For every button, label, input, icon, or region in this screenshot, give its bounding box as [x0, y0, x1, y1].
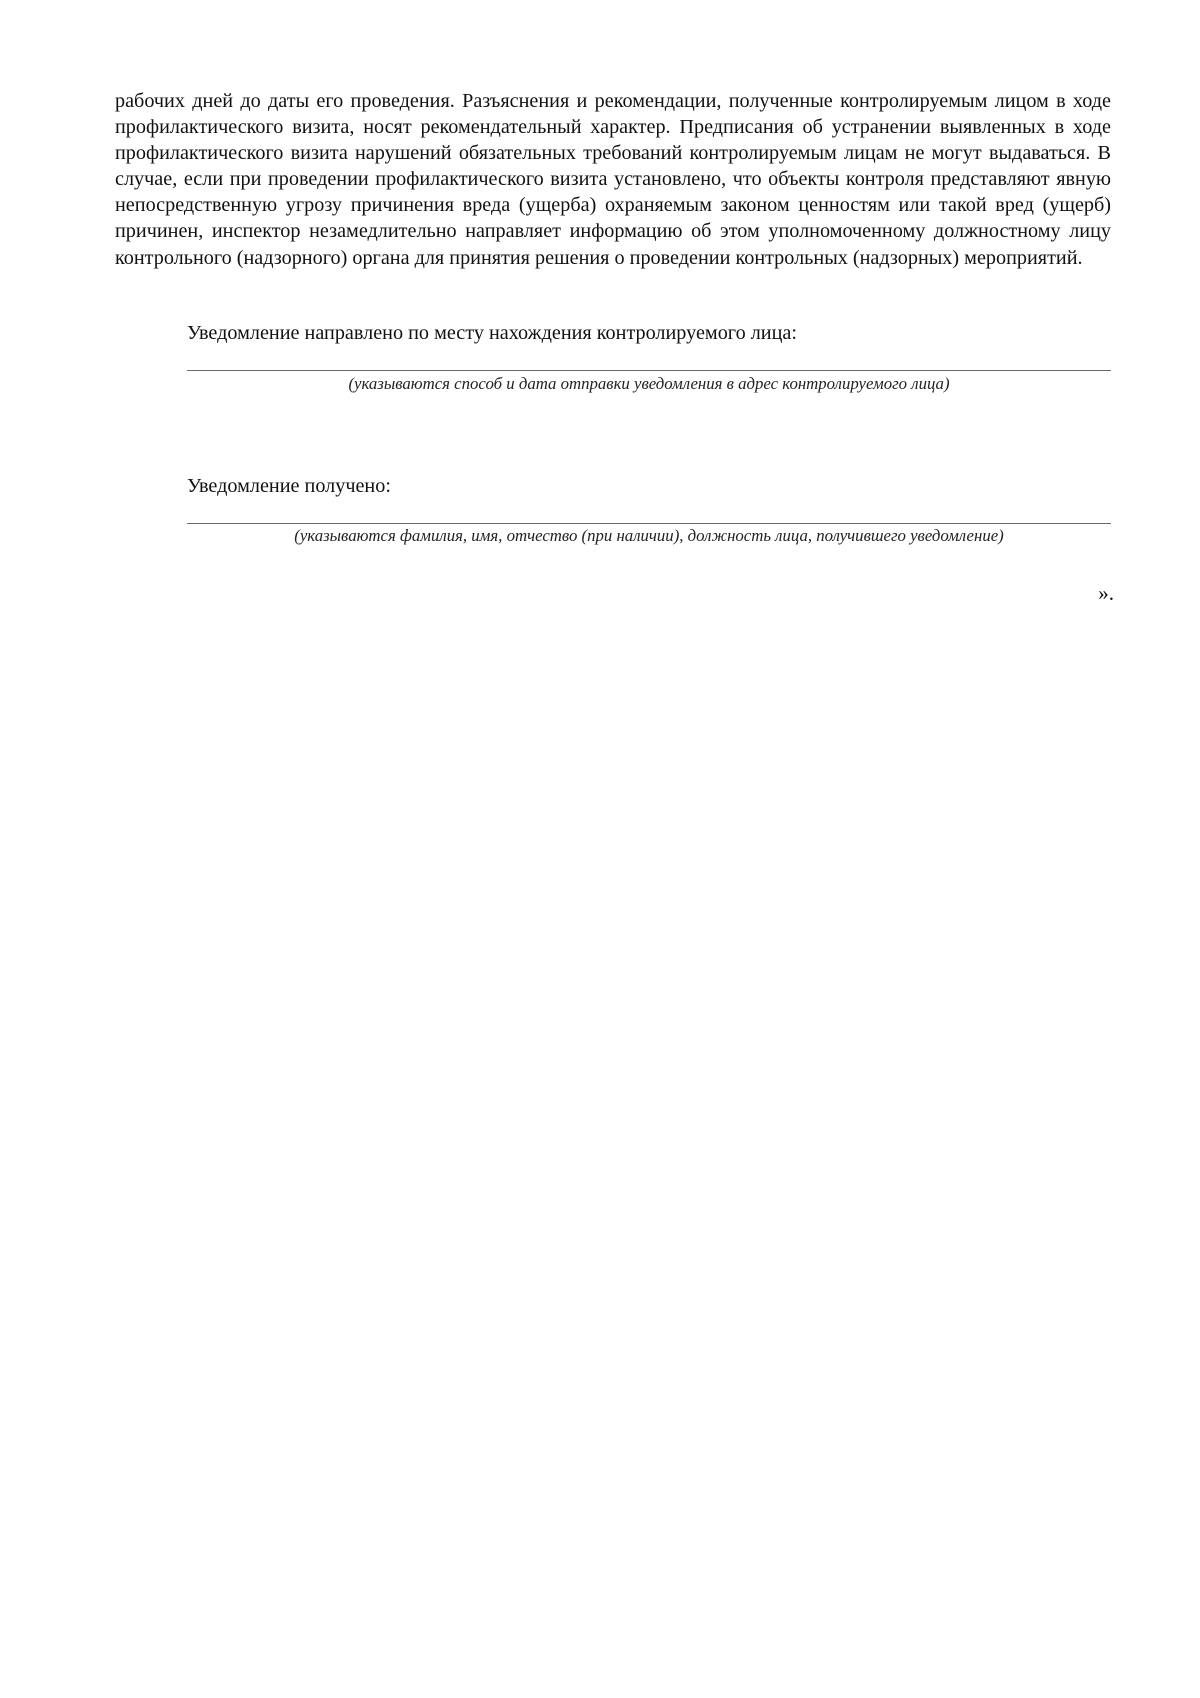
notice-sent-caption: (указываются способ и дата отправки уведомления в адрес контролируемого лица): [348, 374, 950, 393]
notice-received-label: Уведомление получено:: [187, 475, 391, 497]
body-paragraph: рабочих дней до даты его проведения. Разъяснения и рекомендации, полученные контролируемым лицом в ходе профилактического визита, носят рекомендательный характер. Предписания об устранении выявленных в ходе профилактического визита нарушений обязательных требований контролируемым лицам не могут выдаваться. В случае, если при проведении профилактического визита установлено, что объекты контроля представляют явную непосредственную угрозу причинения вреда (ущерба) охраняемым законом ценностям или такой вред (ущерб) причинен, инспектор незамедлительно направляет информацию об этом уполномоченному должностному лицу контрольного (надзорного) органа для принятия решения о проведении контрольных (надзорных) мероприятий.: [115, 90, 1111, 269]
notice-received-caption: (указываются фамилия, имя, отчество (при наличии), должность лица, получившего уведомление): [294, 526, 1004, 545]
notice-received-fill-line: [187, 523, 1111, 524]
notice-sent-label: Уведомление направлено по месту нахождения контролируемого лица:: [187, 322, 797, 344]
notice-sent-fill-line: [187, 370, 1111, 371]
closing-quote-mark: ».: [1098, 581, 1114, 605]
